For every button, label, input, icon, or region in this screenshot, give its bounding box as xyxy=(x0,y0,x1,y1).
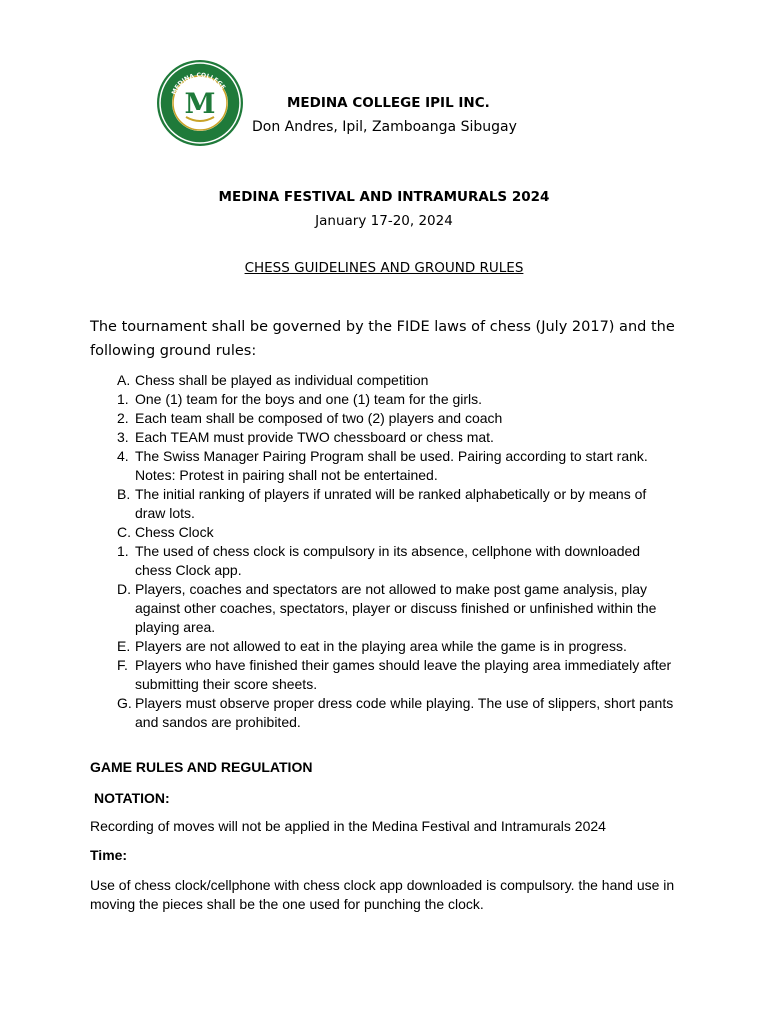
list-marker: E. xyxy=(117,638,131,654)
notation-text: Recording of moves will not be applied in the Medina Festival and Intramurals 2024 xyxy=(90,818,606,834)
list-marker: B. xyxy=(117,486,131,502)
list-item-text: Players, coaches and spectators are not allowed to make post game analysis, play against other coaches, spectators, player or discuss finished or unfinished within the playing area. xyxy=(135,581,657,635)
medina-college-seal-icon xyxy=(156,59,244,147)
list-item-text: Each team shall be composed of two (2) players and coach xyxy=(135,410,503,426)
list-item xyxy=(90,428,690,447)
list-item xyxy=(90,523,690,542)
list-marker: 1. xyxy=(117,543,129,559)
list-item-text: The initial ranking of players if unrated will be ranked alphabetically or by means of draw lots. xyxy=(135,486,647,521)
list-item-text: One (1) team for the boys and one (1) team for the girls. xyxy=(135,391,483,407)
list-item xyxy=(90,580,690,637)
list-marker: 2. xyxy=(117,410,129,426)
list-item xyxy=(90,542,690,580)
guidelines-title: CHESS GUIDELINES AND GROUND RULES xyxy=(244,260,524,276)
time-text: Use of chess clock/cellphone with chess clock app downloaded is compulsory. the hand use in moving the pieces shall be the one used for punching the clock. xyxy=(90,877,675,912)
event-dates: January 17-20, 2024 xyxy=(315,213,453,229)
ground-rules-list xyxy=(90,371,690,732)
list-marker: A. xyxy=(117,372,131,388)
list-marker: G. xyxy=(117,695,132,711)
list-item xyxy=(90,485,690,523)
list-item xyxy=(90,466,690,485)
list-item xyxy=(90,409,690,428)
list-item xyxy=(90,637,690,656)
list-item-text: Chess shall be played as individual competition xyxy=(135,372,429,388)
list-item-text: Players who have finished their games should leave the playing area immediately after submitting their score sheets. xyxy=(135,657,672,692)
list-item xyxy=(90,656,690,694)
seal-letter: M xyxy=(184,87,216,120)
list-item-text: Chess Clock xyxy=(135,524,214,540)
list-item xyxy=(90,390,690,409)
list-item-text: The Swiss Manager Pairing Program shall be used. Pairing according to start rank. xyxy=(135,448,648,464)
time-heading: Time: xyxy=(90,847,128,863)
game-rules-heading: GAME RULES AND REGULATION xyxy=(90,759,313,775)
notation-heading: NOTATION: xyxy=(94,790,170,806)
event-title: MEDINA FESTIVAL AND INTRAMURALS 2024 xyxy=(218,189,550,205)
list-item-text: Each TEAM must provide TWO chessboard or chess mat. xyxy=(135,429,494,445)
list-marker: 1. xyxy=(117,391,129,407)
list-marker: F. xyxy=(117,657,128,673)
intro-paragraph: The tournament shall be governed by the FIDE laws of chess (July 2017) and the following ground rules: xyxy=(90,319,675,359)
school-name: MEDINA COLLEGE IPIL INC. xyxy=(287,95,490,111)
list-item xyxy=(90,447,690,466)
school-address: Don Andres, Ipil, Zamboanga Sibugay xyxy=(252,119,517,135)
list-marker: 3. xyxy=(117,429,129,445)
list-item-text: Players must observe proper dress code while playing. The use of slippers, short pants and sandos are prohibited. xyxy=(135,695,674,730)
list-item-text: The used of chess clock is compulsory in its absence, cellphone with downloaded chess Clock app. xyxy=(135,543,641,578)
list-item-text: Notes: Protest in pairing shall not be entertained. xyxy=(135,467,438,483)
list-marker: D. xyxy=(117,581,131,597)
list-item xyxy=(90,371,690,390)
list-item-text: Players are not allowed to eat in the playing area while the game is in progress. xyxy=(135,638,627,654)
list-marker: 4. xyxy=(117,448,129,464)
seal-ring-text: MEDINA COLLEGE xyxy=(170,71,227,96)
list-item xyxy=(90,694,690,732)
list-marker: C. xyxy=(117,524,131,540)
